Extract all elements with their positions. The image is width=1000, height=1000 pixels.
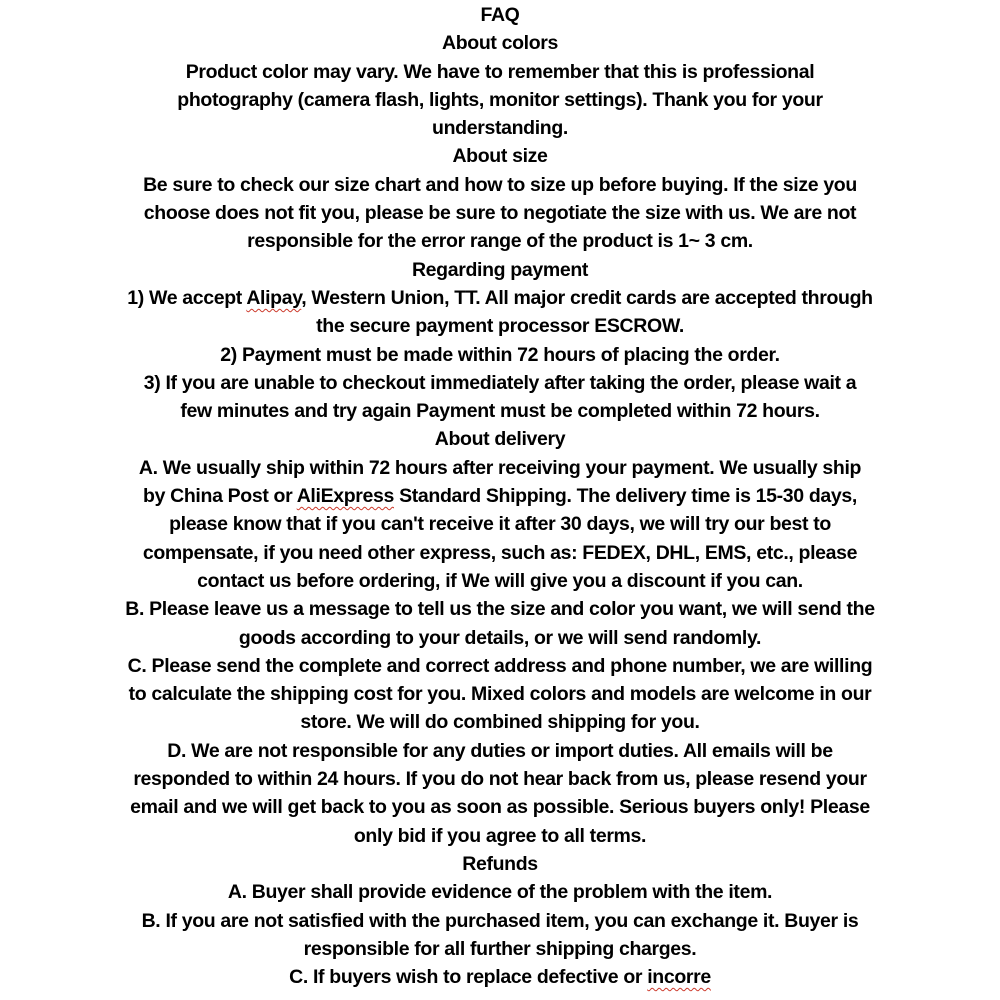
- text-line: only bid if you agree to all terms.: [353, 824, 647, 847]
- section-heading-about-delivery: About delivery: [434, 428, 566, 451]
- text-segment: 1) We accept: [127, 286, 247, 309]
- text-line: 3) If you are unable to checkout immediately after taking the order, please wait a: [143, 371, 857, 394]
- text-line: A. Buyer shall provide evidence of the problem with the item.: [227, 881, 773, 904]
- text-line: responded to within 24 hours. If you do not hear back from us, please resend your: [133, 768, 867, 791]
- text-line: 2) Payment must be made within 72 hours of placing the order.: [220, 343, 780, 366]
- section-heading-regarding-payment: Regarding payment: [411, 258, 589, 281]
- text-line: email and we will get back to you as soon as possible. Serious buyers only! Please: [130, 796, 870, 819]
- section-regarding-payment: [0, 256, 1000, 426]
- text-line: the secure payment processor ESCROW.: [316, 315, 684, 338]
- text-line: D. We are not responsible for any duties or import duties. All emails will be: [167, 739, 833, 762]
- text-line: B. Please leave us a message to tell us the size and color you want, we will send the: [125, 598, 875, 621]
- text-line: responsible for the error range of the product is 1~ 3 cm.: [247, 230, 753, 253]
- text-line: Product color may vary. We have to remember that this is professional: [185, 60, 815, 83]
- text-line: A. We usually ship within 72 hours after receiving your payment. We usually ship: [138, 456, 862, 479]
- text-segment: by China Post or: [143, 485, 297, 508]
- text-line: please know that if you can't receive it after 30 days, we will try our best to: [169, 513, 831, 536]
- section-about-colors: [0, 29, 1000, 142]
- text-line: compensate, if you need other express, such as: FEDEX, DHL, EMS, etc., please: [142, 541, 858, 564]
- section-about-delivery: [0, 425, 1000, 849]
- text-line: [0, 963, 1000, 991]
- text-segment: Standard Shipping. The delivery time is 15-30 days,: [394, 485, 857, 508]
- text-line: goods according to your details, or we will send randomly.: [238, 626, 762, 649]
- text-line: C. Please send the complete and correct address and phone number, we are willing: [127, 654, 873, 677]
- text-line: photography (camera flash, lights, monitor settings). Thank you for your: [177, 88, 823, 111]
- text-line: [0, 284, 1000, 312]
- misspelled-word-incorre: incorre: [647, 966, 711, 989]
- text-segment: , Western Union, TT. All major credit cards are accepted through: [301, 286, 873, 309]
- text-line: store. We will do combined shipping for you.: [300, 711, 700, 734]
- section-heading-about-colors: About colors: [441, 32, 559, 55]
- text-line: responsible for all further shipping charges.: [303, 937, 697, 960]
- text-line: to calculate the shipping cost for you. Mixed colors and models are welcome in our: [128, 683, 872, 706]
- text-line: understanding.: [432, 117, 568, 140]
- section-about-size: [0, 142, 1000, 255]
- text-line: B. If you are not satisfied with the purchased item, you can exchange it. Buyer is: [141, 909, 859, 932]
- misspelled-word-alipay: Alipay: [246, 286, 302, 309]
- text-line: contact us before ordering, if We will give you a discount if you can.: [197, 569, 803, 592]
- text-segment: C. If buyers wish to replace defective or: [289, 966, 648, 989]
- section-heading-refunds: Refunds: [462, 852, 538, 875]
- misspelled-word-aliexpress: AliExpress: [296, 485, 395, 508]
- section-heading-about-size: About size: [452, 145, 548, 168]
- section-refunds: [0, 850, 1000, 991]
- text-line: Be sure to check our size chart and how to size up before buying. If the size you: [143, 173, 857, 196]
- text-line: few minutes and try again Payment must be completed within 72 hours.: [180, 400, 820, 423]
- document-title: FAQ: [480, 4, 520, 26]
- text-line: [0, 482, 1000, 510]
- text-line: choose does not fit you, please be sure to negotiate the size with us. We are not: [143, 202, 857, 225]
